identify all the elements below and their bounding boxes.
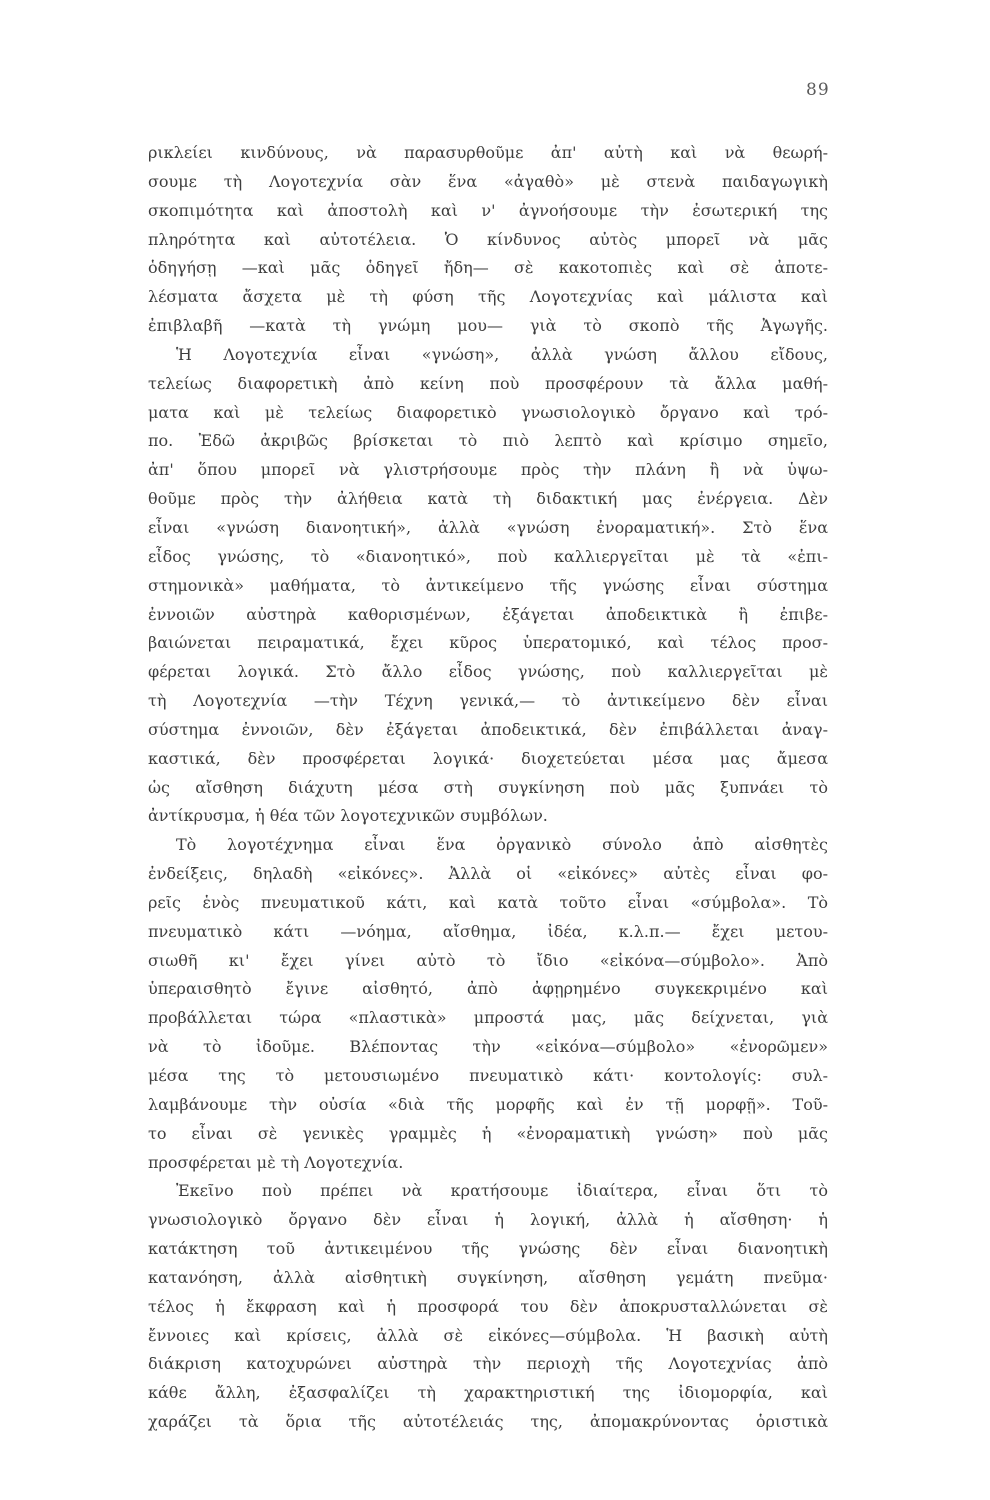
text-line: ἐπιβλαβῆ —κατὰ τὴ γνώμη μου— γιὰ τὸ σκοπὸ τῆς Ἀγωγῆς. [148,316,828,336]
text-line: βαιώνεται πειραματικά, ἔχει κῦρος ὑπερατομικό, καὶ τέλος προσ- [148,633,828,653]
text-line: νὰ τὸ ἰδοῦμε. Βλέποντας τὴν «εἰκόνα—σύμβολο» «ἐνορῶμεν» [148,1037,828,1057]
page-number: 89 [806,80,830,100]
text-line: στημονικὰ» μαθήματα, τὸ ἀντικείμενο τῆς γνώσης εἶναι σύστημα [148,575,828,595]
text-line: πληρότητα καὶ αὐτοτέλεια. Ὁ κίνδυνος αὐτὸς μπορεῖ νὰ μᾶς [148,229,828,249]
text-line: χαράζει τὰ ὅρια τῆς αὐτοτέλειάς της, ἀπομακρύνοντας ὁριστικὰ [148,1412,828,1432]
text-line: εἶναι «γνώση διανοητική», ἀλλὰ «γνώση ἐνοραματική». Στὸ ἕνα [148,517,828,537]
text-line: σκοπιμότητα καὶ ἀποστολὴ καὶ ν' ἀγνοήσουμε τὴν ἐσωτερική της [148,200,828,220]
text-line: θοῦμε πρὸς τὴν ἀλήθεια κατὰ τὴ διδακτική μας ἐνέργεια. Δὲν [148,489,828,509]
text-line: τελείως διαφορετικὴ ἀπὸ κείνη ποὺ προσφέρουν τὰ ἄλλα μαθή- [148,373,828,393]
text-line: Ἡ Λογοτεχνία εἶναι «γνώση», ἀλλὰ γνώση ἄλλου εἴδους, [176,344,828,364]
text-line: πο. Ἐδῶ ἀκριβῶς βρίσκεται τὸ πιὸ λεπτὸ καὶ κρίσιμο σημεῖο, [148,431,828,451]
text-line: ἐνδείξεις, δηλαδὴ «εἰκόνες». Ἀλλὰ οἱ «εἰκόνες» αὐτὲς εἶναι φο- [148,864,828,884]
text-line: φέρεται λογικά. Στὸ ἄλλο εἶδος γνώσης, ποὺ καλλιεργεῖται μὲ [148,662,828,682]
text-line: διάκριση κατοχυρώνει αὐστηρὰ τὴν περιοχὴ τῆς Λογοτεχνίας ἀπὸ [148,1354,828,1374]
text-line: ὁδηγήσῃ —καὶ μᾶς ὁδηγεῖ ἤδη— σὲ κακοτοπιὲς καὶ σὲ ἀποτε- [148,258,828,278]
text-line: κατανόηση, ἀλλὰ αἰσθητικὴ συγκίνηση, αἴσθηση γεμάτη πνεῦμα· [148,1267,828,1287]
text-line: κατάκτηση τοῦ ἀντικειμένου τῆς γνώσης δὲν εἶναι διανοητικὴ [148,1239,828,1259]
text-line: ρεῖς ἑνὸς πνευματικοῦ κάτι, καὶ κατὰ τοῦτο εἶναι «σύμβολα». Τὸ [148,892,828,912]
text-line: σύστημα ἐννοιῶν, δὲν ἐξάγεται ἀποδεικτικά, δὲν ἐπιβάλλεται ἀναγ- [148,719,828,739]
text-line: κάθε ἄλλη, ἐξασφαλίζει τὴ χαρακτηριστική της ἰδιομορφία, καὶ [148,1383,828,1403]
text-line: λαμβάνουμε τὴν οὐσία «διὰ τῆς μορφῆς καὶ ἐν τῇ μορφῇ». Τοῦ- [148,1094,828,1114]
text-line: ἔννοιες καὶ κρίσεις, ἀλλὰ σὲ εἰκόνες—σύμβολα. Ἡ βασικὴ αὐτὴ [148,1325,828,1345]
text-line: γνωσιολογικὸ ὄργανο δὲν εἶναι ἡ λογική, ἀλλὰ ἡ αἴσθηση· ἡ [148,1210,828,1230]
text-line: μέσα της τὸ μετουσιωμένο πνευματικὸ κάτι· κοντολογίς: συλ- [148,1066,828,1085]
text-line: ὡς αἴσθηση διάχυτη μέσα στὴ συγκίνηση ποὺ μᾶς ξυπνάει τὸ [148,777,828,797]
text-line: ἐννοιῶν αὐστηρὰ καθορισμένων, ἐξάγεται ἀποδεικτικὰ ἢ ἐπιβε- [148,604,828,624]
text-line: ἀπ' ὅπου μπορεῖ νὰ γλιστρήσουμε πρὸς τὴν πλάνη ἢ νὰ ὑψω- [148,460,828,480]
text-line: εἶδος γνώσης, τὸ «διανοητικό», ποὺ καλλιεργεῖται μὲ τὰ «ἐπι- [148,546,828,566]
text-line: Ἐκεῖνο ποὺ πρέπει νὰ κρατήσουμε ἰδιαίτερα, εἶναι ὅτι τὸ [176,1181,828,1201]
text-line: ἀντίκρυσμα, ἡ θέα τῶν λογοτεχνικῶν συμβόλων. [148,806,548,826]
text-line: ματα καὶ μὲ τελείως διαφορετικὸ γνωσιολογικὸ ὄργανο καὶ τρό- [148,402,828,422]
text-line: ρικλείει κινδύνους, νὰ παρασυρθοῦμε ἀπ' αὐτὴ καὶ νὰ θεωρή- [148,143,828,162]
text-line: σιωθῆ κι' ἔχει γίνει αὐτὸ τὸ ἴδιο «εἰκόνα—σύμβολο». Ἀπὸ [148,950,828,970]
text-line: λέσματα ἄσχετα μὲ τὴ φύση τῆς Λογοτεχνίας καὶ μάλιστα καὶ [148,287,828,307]
text-line: προβάλλεται τώρα «πλαστικὰ» μπροστά μας, μᾶς δείχνεται, γιὰ [148,1008,828,1028]
text-body [148,139,828,1437]
text-line: πνευματικὸ κάτι —νόημα, αἴσθημα, ἰδέα, κ.λ.π.— ἔχει μετου- [148,921,828,941]
text-line: τὴ Λογοτεχνία —τὴν Τέχνη γενικά,— τὸ ἀντικείμενο δὲν εἶναι [148,691,828,711]
text-line: Τὸ λογοτέχνημα εἶναι ἕνα ὀργανικὸ σύνολο ἀπὸ αἰσθητὲς [176,835,828,855]
text-line: ὑπεραισθητὸ ἔγινε αἰσθητό, ἀπὸ ἀφῃρημένο συγκεκριμένο καὶ [148,979,828,999]
text-line: καστικά, δὲν προσφέρεται λογικά· διοχετεύεται μέσα μας ἄμεσα [148,748,828,768]
text-line: τέλος ἡ ἔκφραση καὶ ἡ προσφορά του δὲν ἀποκρυσταλλώνεται σὲ [148,1296,828,1316]
text-line: το εἶναι σὲ γενικὲς γραμμὲς ἡ «ἐνοραματικὴ γνώση» ποὺ μᾶς [148,1123,828,1143]
text-line: σουμε τὴ Λογοτεχνία σὰν ἕνα «ἀγαθὸ» μὲ στενὰ παιδαγωγικὴ [148,171,828,191]
text-line: προσφέρεται μὲ τὴ Λογοτεχνία. [148,1152,404,1172]
